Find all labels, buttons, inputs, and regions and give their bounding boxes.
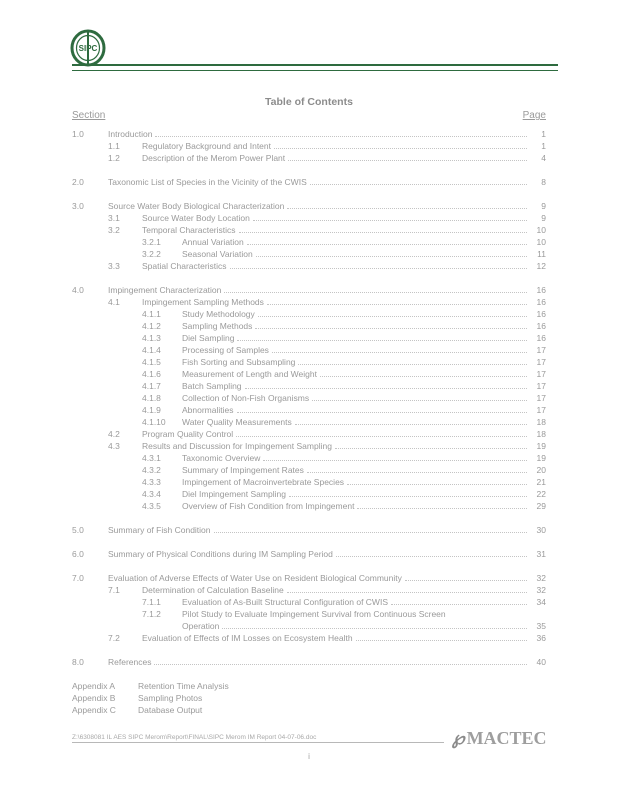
toc-section-number: 4.3.3 [142, 477, 161, 487]
toc-dot-leader [347, 476, 527, 485]
toc-dot-leader [289, 488, 527, 497]
toc-dot-leader [356, 632, 527, 641]
toc-section-title: Processing of Samples [182, 345, 269, 355]
toc-dot-leader [287, 584, 527, 593]
toc-entry [72, 596, 546, 608]
toc-entry [72, 140, 546, 152]
toc-entry [72, 200, 546, 212]
toc-entry [72, 152, 546, 164]
toc-title: Table of Contents [265, 96, 353, 108]
toc-dot-leader [267, 296, 527, 305]
toc-section-number: 7.1 [108, 585, 120, 595]
toc-section-number: 4.1.2 [142, 321, 161, 331]
toc-dot-leader [272, 344, 527, 353]
appendix-label: Appendix A [72, 681, 116, 691]
toc-entry [72, 656, 546, 668]
toc-page-number: 36 [536, 633, 546, 643]
toc-page-number: 16 [536, 333, 546, 343]
toc-section-number: 4.3.2 [142, 465, 161, 475]
toc-entry [72, 464, 546, 476]
toc-section-number: 7.2 [108, 633, 120, 643]
toc-dot-leader [258, 308, 527, 317]
toc-dot-leader [237, 404, 528, 413]
toc-page-number: 11 [537, 249, 546, 259]
toc-page-number: 35 [536, 621, 546, 631]
toc-page-number: 1 [541, 129, 546, 139]
toc-entry [72, 332, 546, 344]
toc-section-title: Source Water Body Location [142, 213, 250, 223]
toc-page-number: 9 [541, 201, 546, 211]
footer-rule [72, 742, 444, 743]
toc-entry [72, 440, 546, 452]
toc-section-title: Evaluation of Effects of IM Losses on Ecosystem Health [142, 633, 353, 643]
toc-entry [72, 620, 546, 632]
toc-entry [72, 524, 546, 536]
toc-section-title: Evaluation of As-Built Structural Configuration of CWIS [182, 597, 388, 607]
toc-page-number: 4 [541, 153, 546, 163]
toc-dot-leader [247, 236, 527, 245]
section-column-label: Section [72, 110, 106, 121]
appendix-entry [72, 680, 372, 692]
toc-section-title: Description of the Merom Power Plant [142, 153, 286, 163]
toc-section-title: Batch Sampling [182, 381, 242, 391]
toc-section-title: Diel Sampling [182, 333, 235, 343]
logo-text: SIPC [78, 44, 98, 53]
toc-section-number: 4.3 [108, 441, 120, 451]
header-rule-thin [72, 70, 558, 71]
toc-entry [72, 632, 546, 644]
toc-dot-leader [256, 248, 527, 257]
toc-section-number: 1.1 [108, 141, 120, 151]
toc-page-number: 21 [536, 477, 546, 487]
appendix-entry [72, 692, 372, 704]
toc-section-title: Abnormalities [182, 405, 234, 415]
toc-section-title: References [108, 657, 152, 667]
appendix-entry [72, 704, 372, 716]
toc-entry [72, 500, 546, 512]
toc-page-number: 18 [536, 417, 546, 427]
toc-section-title: Annual Variation [182, 237, 244, 247]
header-rule [72, 64, 558, 66]
toc-section-number: 4.1 [108, 297, 120, 307]
appendix-title: Database Output [138, 705, 203, 715]
mactec-mark-icon: ℘ [452, 728, 465, 748]
toc-section-number: 4.0 [72, 285, 84, 295]
toc-page-number: 1 [541, 141, 546, 151]
toc-dot-leader [255, 320, 527, 329]
toc-entry [72, 176, 546, 188]
toc-dot-leader [357, 500, 527, 509]
toc-page-number: 29 [536, 501, 546, 511]
toc-section-number: 3.3 [108, 261, 120, 271]
toc-section-number: 4.3.5 [142, 501, 161, 511]
toc-dot-leader [224, 284, 527, 293]
toc-entry [72, 260, 546, 272]
toc-section-title: Impingement Sampling Methods [142, 297, 264, 307]
appendix-label: Appendix C [72, 705, 116, 715]
mactec-logo [452, 728, 547, 749]
toc-section-title: Summary of Fish Condition [108, 525, 211, 535]
toc-dot-leader [245, 380, 527, 389]
toc-entry [72, 404, 546, 416]
toc-dot-leader [310, 176, 527, 185]
toc-section-title: Taxonomic Overview [182, 453, 261, 463]
toc-section-number: 4.1.8 [142, 393, 161, 403]
toc-dot-leader [154, 656, 527, 665]
toc-section-title: Program Quality Control [142, 429, 234, 439]
toc-dot-leader [155, 128, 527, 137]
toc-entry [72, 344, 546, 356]
toc-entry [72, 572, 546, 584]
toc-entry [72, 416, 546, 428]
brand-text: MACTEC [466, 728, 547, 748]
toc-section-title: Diel Impingement Sampling [182, 489, 286, 499]
toc-page-number: 40 [536, 657, 546, 667]
toc-dot-leader [230, 260, 527, 269]
toc-page-number: 19 [536, 453, 546, 463]
toc-dot-leader [236, 428, 527, 437]
toc-entry [72, 248, 546, 260]
toc-entry [72, 128, 546, 140]
toc-section-title: Overview of Fish Condition from Impingement [182, 501, 355, 511]
page-column-label: Page [522, 110, 546, 121]
toc-section-number: 7.0 [72, 573, 84, 583]
toc-page-number: 17 [536, 369, 546, 379]
toc-section-number: 7.1.2 [142, 609, 161, 619]
toc-section-title: Operation [182, 621, 220, 631]
toc-dot-leader [307, 464, 527, 473]
toc-page-number: 34 [536, 597, 546, 607]
toc-page-number: 17 [536, 405, 546, 415]
toc-section-number: 4.1.1 [142, 309, 161, 319]
toc-page-number: 12 [536, 261, 546, 271]
sipc-logo [68, 28, 108, 68]
toc-page-number: 31 [536, 549, 546, 559]
toc-section-number: 4.1.4 [142, 345, 161, 355]
toc-dot-leader [298, 356, 527, 365]
toc-section-number: 6.0 [72, 549, 84, 559]
toc-section-number: 3.2.2 [142, 249, 161, 259]
toc-page-number: 10 [536, 237, 546, 247]
toc-section-number: 3.1 [108, 213, 120, 223]
toc-page-number: 16 [536, 297, 546, 307]
toc-dot-leader [391, 596, 527, 605]
toc-page-number: 17 [536, 345, 546, 355]
toc-section-number: 1.0 [72, 129, 84, 139]
toc-entry [72, 392, 546, 404]
toc-section-number: 8.0 [72, 657, 84, 667]
toc-entry [72, 584, 546, 596]
toc-section-title: Taxonomic List of Species in the Vicinity of the CWIS [108, 177, 307, 187]
toc-section-number: 4.1.9 [142, 405, 161, 415]
toc-section-number: 4.1.7 [142, 381, 161, 391]
toc-entry [72, 368, 546, 380]
toc-dot-leader [320, 368, 527, 377]
toc-entry [72, 296, 546, 308]
toc-dot-leader [237, 332, 527, 341]
toc-dot-leader [336, 548, 527, 557]
toc-section-title: Measurement of Length and Weight [182, 369, 317, 379]
toc-section-title: Impingement Characterization [108, 285, 222, 295]
toc-section-title: Regulatory Background and Intent [142, 141, 272, 151]
toc-page-number: 16 [536, 309, 546, 319]
toc-page-number: 17 [536, 393, 546, 403]
toc-dot-leader [295, 416, 527, 425]
toc-section-number: 4.1.10 [142, 417, 166, 427]
toc-section-title: Pilot Study to Evaluate Impingement Survival from Continuous Screen [182, 609, 446, 619]
toc-entry [72, 608, 546, 620]
toc-page-number: 22 [536, 489, 546, 499]
toc-page-number: 17 [536, 381, 546, 391]
toc-dot-leader [274, 140, 527, 149]
toc-section-number: 4.1.3 [142, 333, 161, 343]
toc-section-number: 4.3.4 [142, 489, 161, 499]
toc-section-title: Seasonal Variation [182, 249, 253, 259]
toc-section-number: 3.2 [108, 225, 120, 235]
toc-dot-leader [253, 212, 527, 221]
toc-section-title: Summary of Impingement Rates [182, 465, 304, 475]
toc-entry [72, 488, 546, 500]
toc-entry [72, 452, 546, 464]
toc-page-number: 17 [536, 357, 546, 367]
appendix-title: Retention Time Analysis [138, 681, 229, 691]
toc-entry [72, 548, 546, 560]
toc-section-number: 2.0 [72, 177, 84, 187]
toc-section-title: Temporal Characteristics [142, 225, 236, 235]
toc-section-number: 4.2 [108, 429, 120, 439]
toc-entry [72, 380, 546, 392]
toc-entry [72, 212, 546, 224]
toc-section-number: 7.1.1 [142, 597, 161, 607]
toc-dot-leader [312, 392, 527, 401]
footer-file-path: Z:\6308081 IL AES SIPC Merom\Report\FINAL\SIPC Merom IM Report 04-07-06.doc [72, 734, 317, 741]
toc-dot-leader [405, 572, 527, 581]
toc-dot-leader [239, 224, 527, 233]
toc-section-title: Evaluation of Adverse Effects of Water Use on Resident Biological Community [108, 573, 402, 583]
page-number: i [308, 752, 310, 761]
toc-section-title: Water Quality Measurements [182, 417, 292, 427]
toc-page-number: 9 [541, 213, 546, 223]
toc-section-number: 4.1.5 [142, 357, 161, 367]
toc-page-number: 16 [536, 285, 546, 295]
toc-dot-leader [288, 152, 527, 161]
toc-page-number: 20 [536, 465, 546, 475]
appendix-label: Appendix B [72, 693, 116, 703]
toc-section-title: Fish Sorting and Subsampling [182, 357, 296, 367]
toc-entry [72, 356, 546, 368]
toc-entry [72, 476, 546, 488]
toc-entry [72, 320, 546, 332]
toc-section-title: Source Water Body Biological Characterization [108, 201, 285, 211]
toc-page-number: 32 [536, 585, 546, 595]
toc-page-number: 32 [536, 573, 546, 583]
toc-entry [72, 284, 546, 296]
toc-section-title: Impingement of Macroinvertebrate Species [182, 477, 345, 487]
toc-page-number: 8 [541, 177, 546, 187]
toc-page-number: 16 [536, 321, 546, 331]
toc-section-title: Introduction [108, 129, 153, 139]
toc-page-number: 18 [536, 429, 546, 439]
toc-section-title: Determination of Calculation Baseline [142, 585, 284, 595]
toc-entry [72, 236, 546, 248]
toc-section-title: Summary of Physical Conditions during IM Sampling Period [108, 549, 333, 559]
toc-section-title: Study Methodology [182, 309, 255, 319]
toc-entry [72, 308, 546, 320]
toc-section-number: 4.1.6 [142, 369, 161, 379]
toc-section-number: 1.2 [108, 153, 120, 163]
toc-section-number: 4.3.1 [142, 453, 161, 463]
toc-dot-leader [287, 200, 527, 209]
toc-section-title: Sampling Methods [182, 321, 253, 331]
toc-section-title: Collection of Non-Fish Organisms [182, 393, 310, 403]
toc-dot-leader [222, 620, 527, 629]
toc-dot-leader [335, 440, 527, 449]
toc-section-title: Results and Discussion for Impingement Sampling [142, 441, 332, 451]
toc-section-number: 3.2.1 [142, 237, 161, 247]
toc-section-number: 3.0 [72, 201, 84, 211]
toc-dot-leader [214, 524, 527, 533]
toc-entry [72, 428, 546, 440]
toc-entry [72, 224, 546, 236]
toc-section-number: 5.0 [72, 525, 84, 535]
toc-section-title: Spatial Characteristics [142, 261, 227, 271]
appendix-title: Sampling Photos [138, 693, 203, 703]
toc-page-number: 10 [536, 225, 546, 235]
toc-dot-leader [263, 452, 527, 461]
toc-page-number: 30 [536, 525, 546, 535]
toc-page-number: 19 [536, 441, 546, 451]
